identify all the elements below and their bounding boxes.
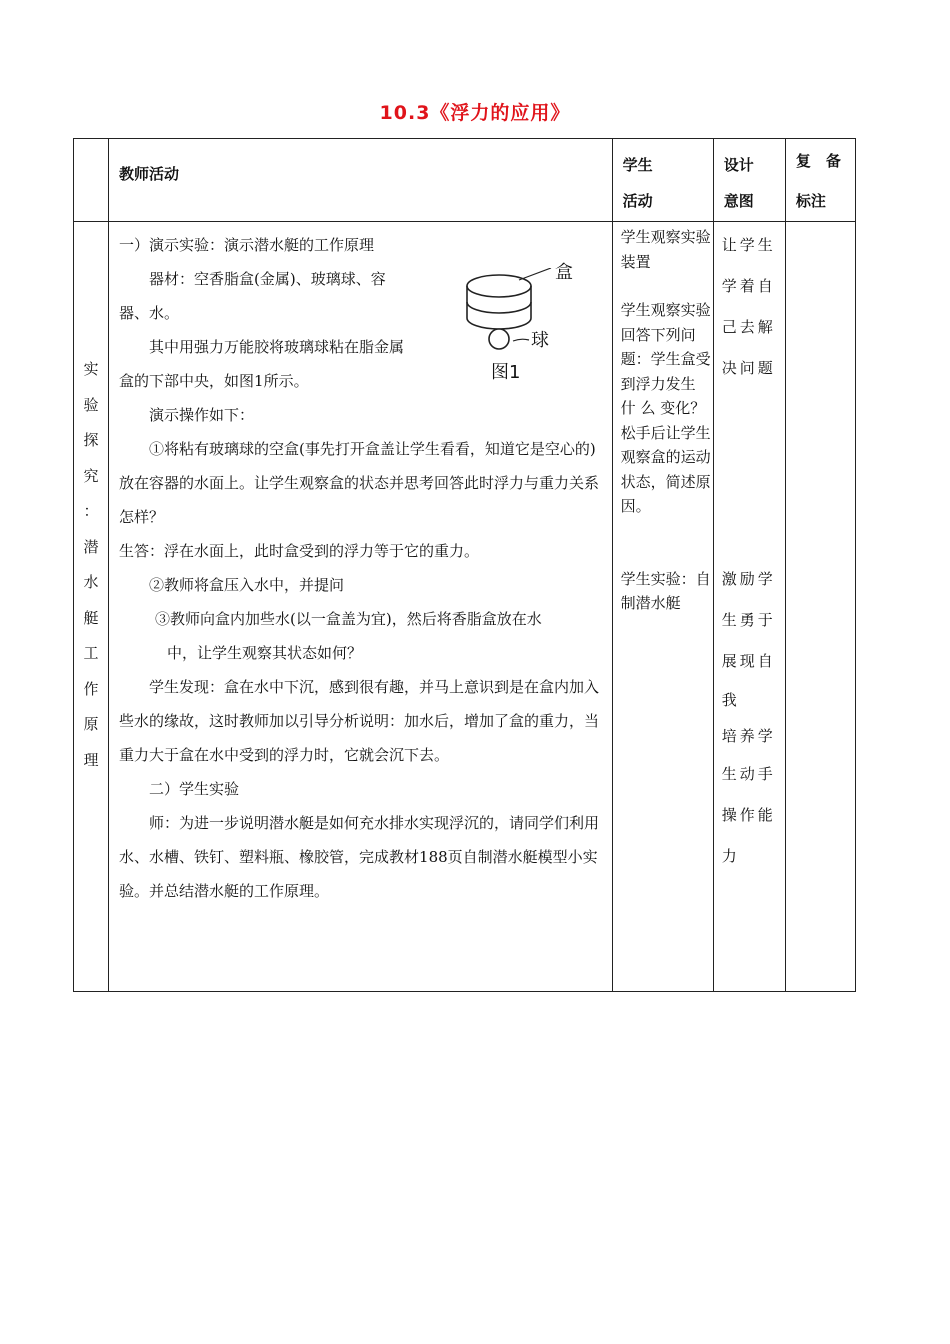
teacher-paragraph: 演示操作如下： bbox=[149, 406, 255, 424]
teacher-paragraph: ②教师将盒压入水中，并提问 bbox=[149, 576, 345, 594]
section-label bbox=[74, 222, 108, 778]
teacher-paragraph: 师：为进一步说明潜水艇是如何充水排水实现浮沉的，请同学们利用水、水槽、铁钉、塑料瓶、橡胶管，完成教材188页自制潜水艇模型小实验。并总结潜水艇的工作原理。 bbox=[119, 814, 600, 900]
design-line: 我 bbox=[721, 691, 740, 709]
teacher-paragraph: 生答：浮在水面上，此时盒受到的浮力等于它的重力。 bbox=[119, 542, 480, 560]
header-section-cell bbox=[74, 139, 109, 222]
header-design-label-2: 意图 bbox=[723, 192, 754, 210]
header-notes-cell bbox=[785, 139, 855, 222]
teacher-paragraph: ③教师向盒内加些水(以一盒盖为宜)，然后将香脂盒放在水 bbox=[155, 610, 542, 628]
teacher-paragraph: 器、水。 bbox=[119, 304, 180, 322]
design-line: 展现自 bbox=[721, 652, 776, 670]
teacher-paragraph: 学生发现：盒在水中下沉，感到很有趣，并马上意识到是在盒内加入些水的缘故，这时教师加以引导分析说明：加水后，增加了盒的重力，当重力大于盒在水中受到的浮力时，它就会沉下去。 bbox=[119, 678, 600, 764]
lesson-plan-table bbox=[73, 138, 856, 992]
design-line: 操作能 bbox=[721, 806, 776, 824]
section-char: 探 bbox=[83, 431, 99, 449]
page-title: 10.3《浮力的应用》 bbox=[379, 102, 571, 124]
section-char: ： bbox=[83, 502, 99, 520]
header-student-cell bbox=[612, 139, 713, 222]
figure-box-label: 盒 bbox=[555, 262, 574, 283]
section-char: 究 bbox=[83, 466, 99, 485]
teacher-paragraph: 二）学生实验 bbox=[149, 780, 240, 798]
section-char: 工 bbox=[83, 644, 99, 662]
student-note: 回答下列问题：学生盒受到浮力发生 什 么 变化？ bbox=[620, 325, 711, 417]
teacher-paragraph: 盒的下部中央，如图1所示。 bbox=[119, 372, 309, 390]
design-line: 激励学 bbox=[721, 570, 776, 588]
design-line: 让学生 bbox=[721, 236, 776, 254]
section-char: 原 bbox=[83, 715, 99, 733]
box-ball-diagram bbox=[465, 268, 577, 384]
header-teacher-label: 教师活动 bbox=[119, 165, 180, 183]
section-char: 潜 bbox=[83, 537, 99, 556]
header-student-label-1: 学生 bbox=[622, 156, 653, 174]
design-line: 决问题 bbox=[721, 359, 776, 377]
design-line: 生勇于 bbox=[721, 611, 776, 629]
header-teacher-cell bbox=[109, 139, 613, 222]
teacher-paragraph: 其中用强力万能胶将玻璃球粘在脂金属 bbox=[149, 338, 405, 356]
teacher-paragraph: 器材：空香脂盒(金属)、玻璃球、容 bbox=[149, 270, 386, 288]
teacher-paragraph: 中，让学生观察其状态如何？ bbox=[167, 644, 363, 662]
teacher-activity-cell bbox=[109, 222, 613, 992]
section-char: 艇 bbox=[83, 608, 99, 627]
design-line: 生动手 bbox=[721, 765, 776, 783]
figure-ball-label: 球 bbox=[531, 330, 550, 351]
figure-1-box-and-ball bbox=[465, 262, 577, 384]
notes-cell bbox=[785, 222, 855, 992]
header-design-label-1: 设计 bbox=[723, 156, 754, 174]
design-line: 学着自 bbox=[721, 277, 776, 295]
header-design-cell bbox=[713, 139, 785, 222]
teacher-paragraph: 一）演示实验：演示潜水艇的工作原理 bbox=[119, 236, 375, 254]
student-note: 学生实验：自制潜水艇 bbox=[620, 569, 711, 612]
content-row bbox=[74, 222, 856, 992]
section-char: 作 bbox=[83, 679, 99, 698]
section-cell bbox=[74, 222, 109, 992]
header-notes-label-2: 标注 bbox=[795, 192, 826, 210]
student-note: 学生观察实验 bbox=[620, 301, 711, 319]
student-activity-cell bbox=[612, 222, 713, 992]
header-student-label-2: 活动 bbox=[622, 192, 653, 210]
teacher-paragraph: ①将粘有玻璃球的空盒(事先打开盒盖让学生看看，知道它是空心的)放在容器的水面上。让学生观察盒的状态并思考回答此时浮力与重力关系怎样？ bbox=[119, 440, 600, 526]
student-note: 学生观察实验装置 bbox=[620, 228, 711, 271]
student-note: 松手后让学生观察盒的运动状态，简述原因。 bbox=[620, 423, 711, 515]
figure-caption: 图1 bbox=[491, 362, 521, 383]
header-notes-label-1: 复 备 bbox=[795, 152, 841, 170]
design-line: 己去解 bbox=[721, 318, 776, 336]
design-line: 力 bbox=[721, 847, 740, 865]
design-intent-cell bbox=[713, 222, 785, 992]
section-char: 实 bbox=[83, 360, 99, 378]
design-line: 培养学 bbox=[721, 727, 776, 745]
section-char: 验 bbox=[83, 395, 99, 414]
section-char: 水 bbox=[83, 573, 99, 591]
section-char: 理 bbox=[83, 750, 99, 769]
header-row bbox=[74, 139, 856, 222]
